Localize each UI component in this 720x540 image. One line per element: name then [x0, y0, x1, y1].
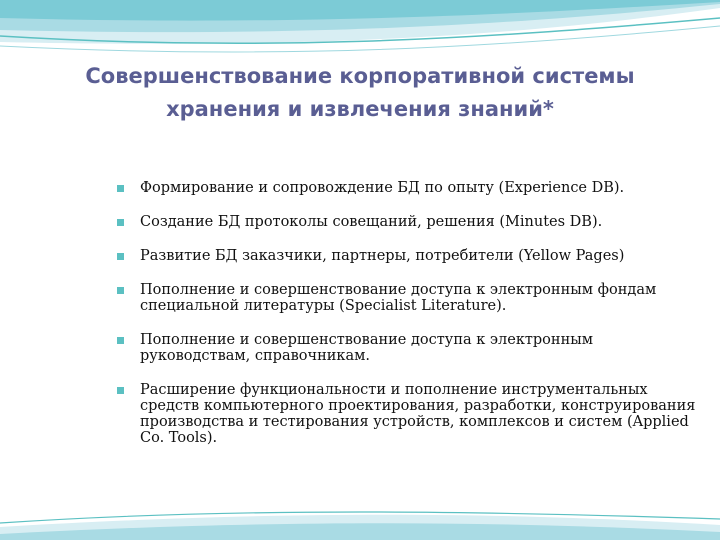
list-item: [116, 180, 706, 196]
list-item-text: Пополнение и совершенствование доступа к электронным фондам специальной литературы (Specialist Literature).: [140, 282, 657, 314]
bullet-list: [116, 180, 706, 464]
list-item-text: Формирование и сопровождение БД по опыту (Experience DB).: [140, 180, 625, 196]
list-item: [116, 382, 706, 446]
list-item-text: Пополнение и совершенствование доступа к электронным руководствам, справочникам.: [140, 332, 594, 364]
list-item: [116, 332, 706, 364]
square-bullet-icon: [117, 387, 124, 394]
list-item-text: Развитие БД заказчики, партнеры, потребители (Yellow Pages): [140, 248, 625, 264]
list-item: [116, 282, 706, 314]
list-item: [116, 214, 706, 230]
title-line-2: хранения и извлечения знаний*: [166, 97, 554, 121]
list-item: [116, 248, 706, 264]
title-line-1: Совершенствование корпоративной системы: [85, 64, 635, 88]
square-bullet-icon: [117, 219, 124, 226]
slide-title: [40, 60, 680, 126]
square-bullet-icon: [117, 287, 124, 294]
square-bullet-icon: [117, 337, 124, 344]
square-bullet-icon: [117, 185, 124, 192]
bottom-wave-decoration: [0, 505, 720, 540]
list-item-text: Создание БД протоколы совещаний, решения (Minutes DB).: [140, 214, 603, 230]
square-bullet-icon: [117, 253, 124, 260]
list-item-text: Расширение функциональности и пополнение инструментальных средств компьютерного проектирования, разработки, конструирования производства и тестирования устройств, комплексов и систем (Applied Co. Tools).: [140, 382, 696, 446]
